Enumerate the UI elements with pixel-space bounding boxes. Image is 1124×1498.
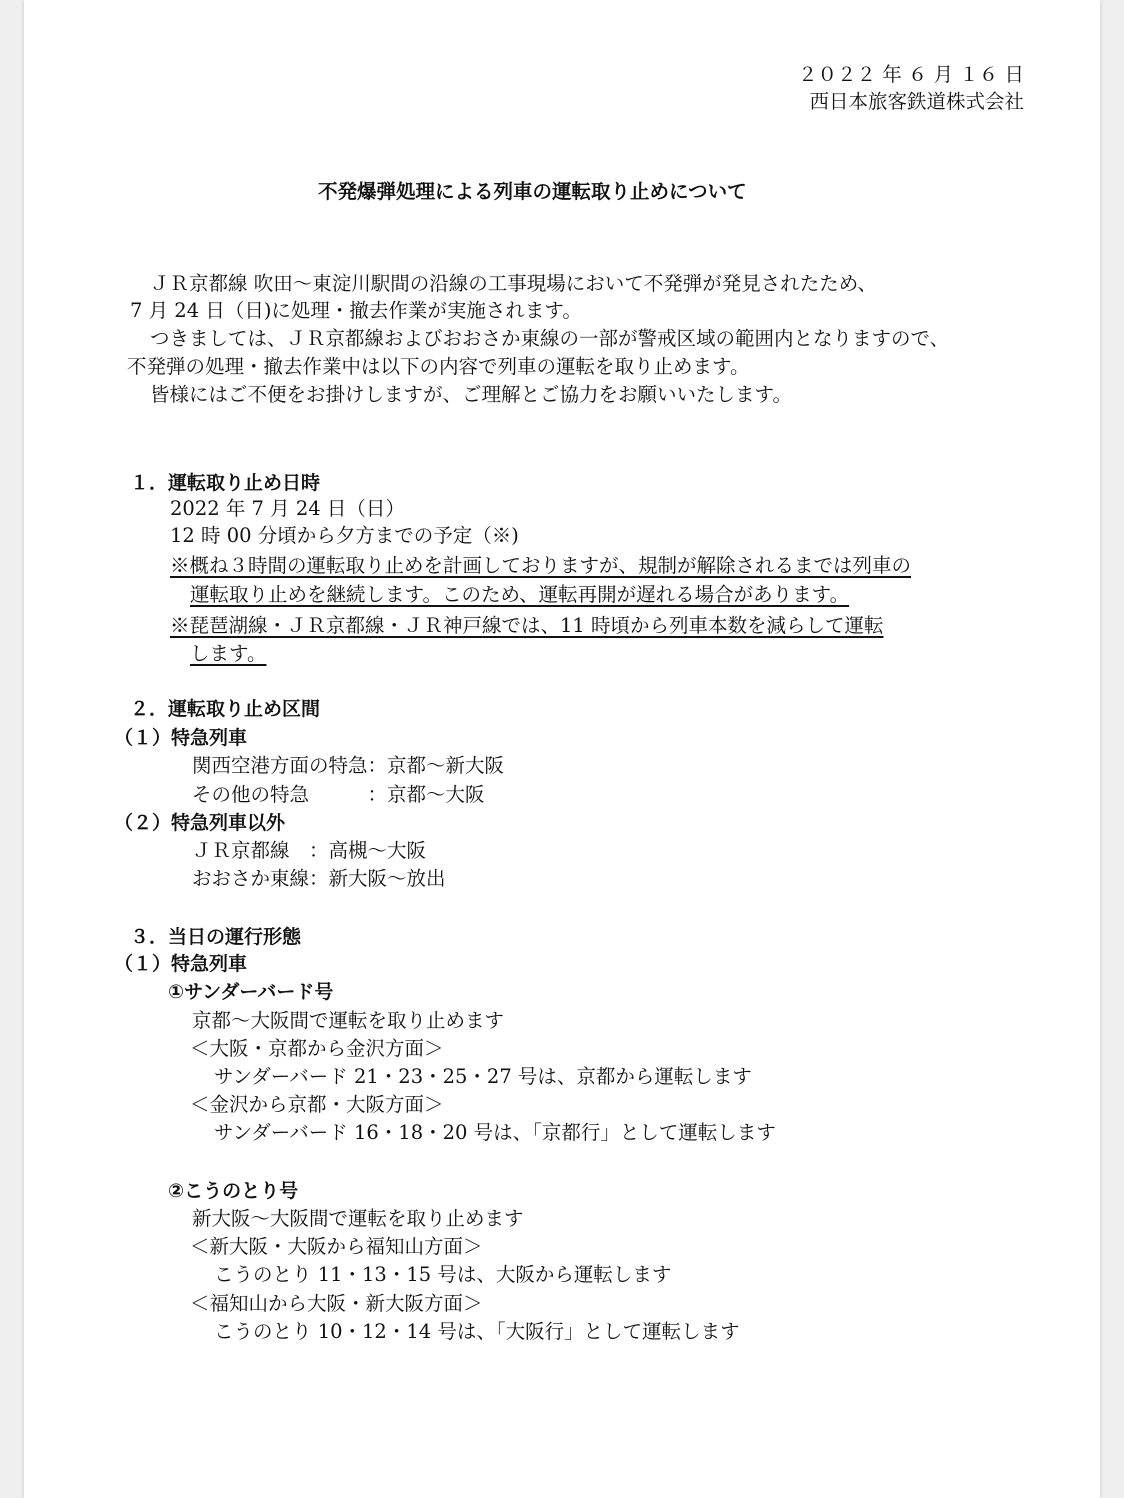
intro-line-4: 不発弾の処理・撤去作業中は以下の内容で列車の運転を取り止めます。 xyxy=(127,355,750,378)
section2-sub2-item: ＪＲ京都線 ：高槻〜大阪 xyxy=(192,839,427,862)
thunderbird-dir2: ＜金沢から京都・大阪方面＞ xyxy=(190,1093,444,1116)
thunderbird-dir1: ＜大阪・京都から金沢方面＞ xyxy=(190,1037,444,1060)
section3-heading: ３．当日の運行形態 xyxy=(130,926,302,948)
kounotori-dir1-detail: こうのとり 11・13・15 号は、大阪から運転します xyxy=(214,1263,672,1286)
section1-note2-line2: します。 xyxy=(190,642,267,665)
intro-line-1: ＪＲ京都線 吹田〜東淀川駅間の沿線の工事現場において不発弾が発見されたため、 xyxy=(150,272,877,295)
section2-sub2: （２）特急列車以外 xyxy=(114,812,286,834)
intro-line-3: つきましては、ＪＲ京都線およびおおさか東線の一部が警戒区域の範囲内となりますので、 xyxy=(150,327,950,350)
thunderbird-desc: 京都〜大阪間で運転を取り止めます xyxy=(192,1009,505,1032)
section1-note2-line1: ※琵琶湖線・ＪＲ京都線・ＪＲ神戸線では、11 時頃から列車本数を減らして運転 xyxy=(170,614,884,637)
thunderbird-dir2-detail: サンダーバード 16・18・20 号は、「京都行」として運転します xyxy=(214,1121,776,1144)
kounotori-dir2: ＜福知山から大阪・新大阪方面＞ xyxy=(190,1292,483,1315)
intro-line-5: 皆様にはご不便をお掛けしますが、ご理解とご協力をお願いいたします。 xyxy=(150,383,792,406)
section2-sub2-item: おおさか東線：新大阪〜放出 xyxy=(192,867,446,890)
section2-sub1-item: その他の特急 ：京都〜大阪 xyxy=(192,783,485,806)
section2-heading: ２．運転取り止め区間 xyxy=(130,698,321,720)
intro-line-2: 7 月 24 日（日)に処理・撤去作業が実施されます。 xyxy=(130,299,582,322)
company-name: 西日本旅客鉄道株式会社 xyxy=(809,90,1024,113)
issue-date: ２０２２ 年 ６ 月 １６ 日 xyxy=(798,63,1024,86)
kounotori-desc: 新大阪〜大阪間で運転を取り止めます xyxy=(192,1207,524,1230)
section1-note1-line2: 運転取り止めを継続します。このため、運転再開が遅れる場合があります。 xyxy=(190,583,850,606)
kounotori-dir1: ＜新大阪・大阪から福知山方面＞ xyxy=(190,1235,483,1258)
kounotori-name: ②こうのとり号 xyxy=(168,1180,299,1202)
section1-note1-line1: ※概ね３時間の運転取り止めを計画しておりますが、規制が解除されるまでは列車の xyxy=(170,554,912,577)
document-page xyxy=(24,0,1100,1498)
section3-sub1: （１）特急列車 xyxy=(114,953,248,975)
section1-heading: １．運転取り止め日時 xyxy=(130,472,321,494)
page-title: 不発爆弾処理による列車の運転取り止めについて xyxy=(318,180,747,203)
thunderbird-name: ①サンダーバード号 xyxy=(168,981,334,1003)
section2-sub1: （１）特急列車 xyxy=(114,727,248,749)
kounotori-dir2-detail: こうのとり 10・12・14 号は、「大阪行」として運転します xyxy=(214,1320,740,1343)
section1-time: 12 時 00 分頃から夕方までの予定（※) xyxy=(170,524,519,547)
section1-date: 2022 年 7 月 24 日（日） xyxy=(170,497,405,520)
section2-sub1-item: 関西空港方面の特急：京都〜新大阪 xyxy=(192,754,505,777)
thunderbird-dir1-detail: サンダーバード 21・23・25・27 号は、京都から運転します xyxy=(214,1065,752,1088)
